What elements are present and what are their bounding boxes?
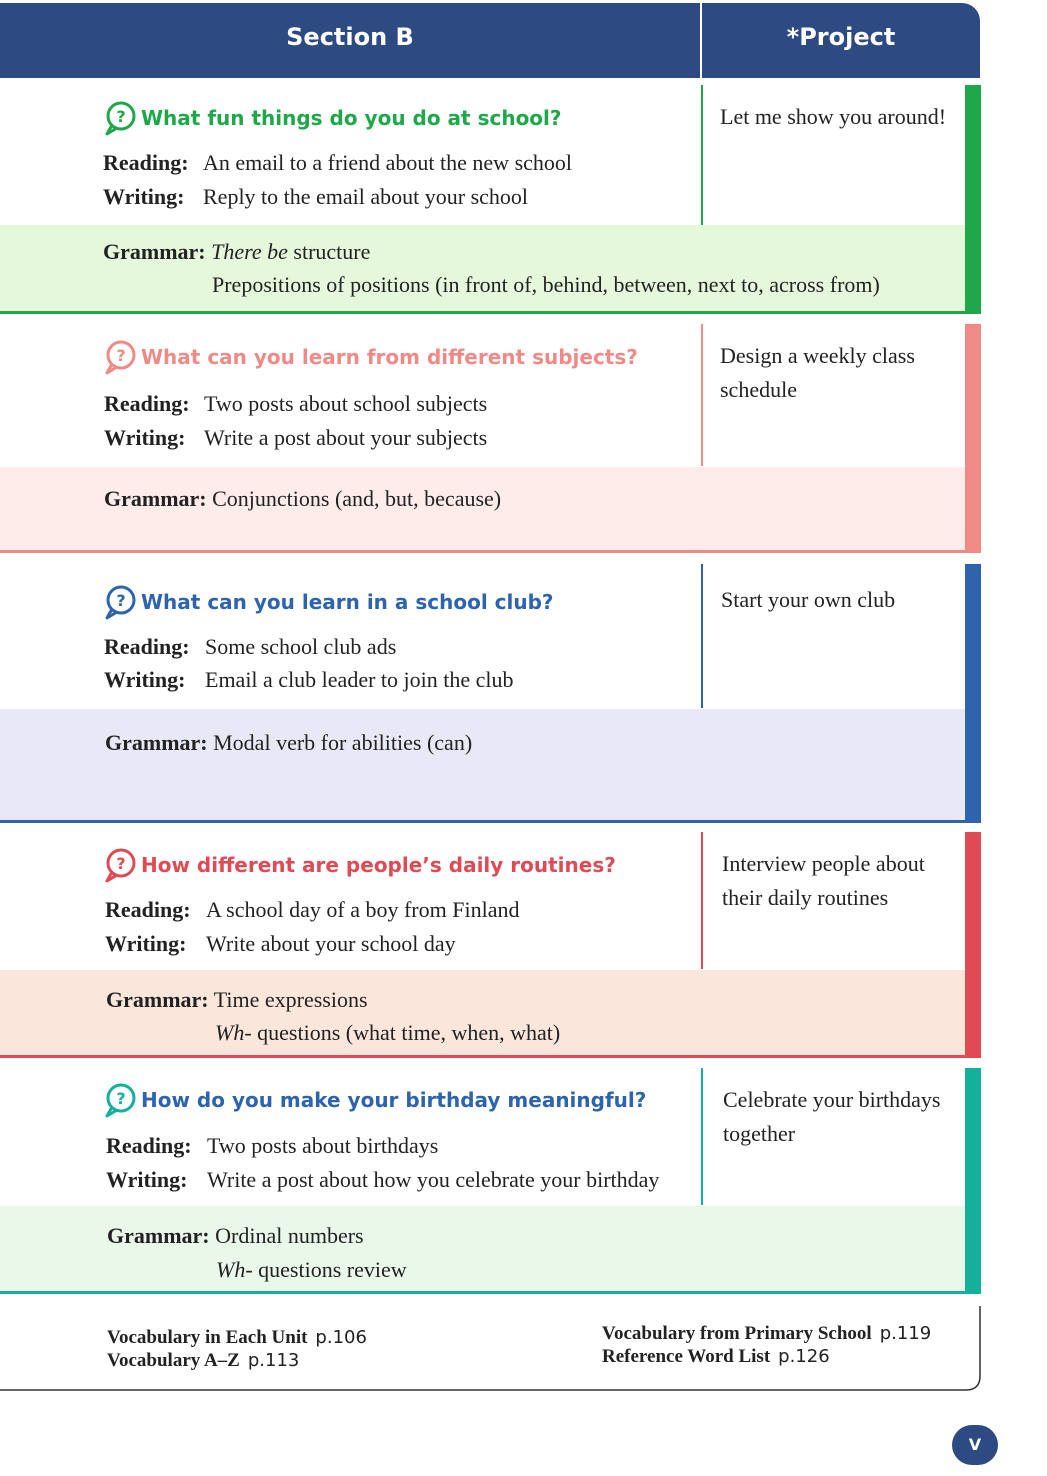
page-number-badge: V — [952, 1425, 998, 1465]
writing-label: Writing: — [106, 1167, 188, 1192]
writing-label: Writing: — [104, 425, 186, 450]
grammar-line-2 — [216, 1255, 407, 1285]
writing-line — [106, 1165, 659, 1195]
writing-text: Write a post about how you celebrate your birthday — [207, 1167, 660, 1192]
writing-text: Email a club leader to join the club — [205, 667, 514, 692]
footer-page: p.113 — [247, 1350, 300, 1371]
reading-line — [104, 632, 396, 662]
writing-text: Write about your school day — [206, 931, 456, 956]
question-bubble-icon — [103, 100, 137, 136]
writing-line — [103, 182, 528, 212]
unit-bottom-rule — [0, 311, 981, 314]
project-text: Celebrate your birthdays together — [723, 1087, 941, 1146]
project-text: Interview people about their daily routines — [722, 851, 925, 910]
grammar-line — [103, 237, 370, 267]
unit-accent-bar — [965, 832, 981, 1057]
project-text: Design a weekly class schedule — [720, 343, 915, 402]
project-divider — [701, 85, 703, 225]
svg-text:?: ? — [116, 591, 126, 610]
footer-vocab-primary[interactable] — [602, 1322, 931, 1346]
writing-text: Write a post about your subjects — [204, 425, 488, 450]
svg-text:?: ? — [116, 107, 126, 126]
writing-label: Writing: — [103, 184, 185, 209]
writing-label: Writing: — [105, 931, 187, 956]
grammar-line-2 — [215, 1018, 560, 1048]
reading-line — [104, 389, 487, 419]
grammar-line — [107, 1221, 364, 1251]
question-bubble-icon — [103, 1082, 137, 1118]
grammar-text: Time expressions — [213, 987, 368, 1012]
reading-text: Some school club ads — [205, 634, 397, 659]
writing-label: Writing: — [104, 667, 186, 692]
grammar-text: Modal verb for abilities (can) — [213, 730, 473, 755]
footer-vocab-unit[interactable] — [107, 1326, 367, 1350]
unit-question — [103, 339, 638, 375]
grammar-italic: Wh- — [215, 1020, 252, 1045]
grammar-line — [106, 985, 368, 1015]
project-text: Let me show you around! — [720, 104, 947, 129]
project-divider — [701, 324, 703, 466]
reading-text: A school day of a boy from Finland — [206, 897, 520, 922]
grammar-line — [105, 728, 472, 758]
reading-line — [106, 1131, 438, 1161]
question-bubble-icon — [103, 584, 137, 620]
grammar-italic: Wh- — [216, 1257, 253, 1282]
grammar-label: Grammar: — [104, 486, 207, 511]
footer-page: p.126 — [778, 1346, 830, 1367]
footer-reference-list[interactable] — [602, 1345, 830, 1369]
footer-label: Vocabulary from Primary School — [602, 1323, 872, 1344]
footer-label: Vocabulary A–Z — [107, 1350, 240, 1371]
grammar-text-2: questions review — [252, 1257, 407, 1282]
unit-bottom-rule — [0, 1291, 981, 1294]
project-divider — [701, 564, 703, 708]
footer-label: Vocabulary in Each Unit — [107, 1327, 308, 1348]
grammar-text: Conjunctions (and, but, because) — [212, 486, 502, 511]
grammar-italic: There be — [211, 239, 288, 264]
unit-question — [103, 847, 616, 883]
grammar-band — [0, 709, 970, 820]
question-text: How do you make your birthday meaningful? — [141, 1088, 647, 1112]
section-b-header: Section B — [286, 23, 414, 51]
writing-line — [105, 929, 456, 959]
footer-vocab-az[interactable] — [107, 1349, 299, 1373]
question-bubble-icon — [103, 339, 137, 375]
question-text: What can you learn from different subjects? — [141, 345, 638, 369]
project-divider — [701, 832, 703, 969]
unit-bottom-rule — [0, 1055, 981, 1058]
question-text: What can you learn in a school club? — [141, 590, 554, 614]
question-text: How different are people’s daily routines? — [141, 853, 616, 877]
footer-label: Reference Word List — [602, 1346, 771, 1367]
reading-line — [103, 148, 572, 178]
reading-line — [105, 895, 519, 925]
grammar-line-2: Prepositions of positions (in front of, behind, between, next to, across from) — [212, 272, 880, 297]
grammar-text: structure — [287, 239, 371, 264]
footer-page: p.119 — [879, 1323, 932, 1344]
project-divider — [701, 1068, 703, 1205]
unit-accent-bar — [965, 85, 981, 313]
reading-label: Reading: — [106, 1133, 192, 1158]
reading-label: Reading: — [104, 391, 190, 416]
reading-label: Reading: — [103, 150, 189, 175]
writing-line — [104, 665, 514, 695]
reading-text: An email to a friend about the new school — [203, 150, 573, 175]
unit-question — [103, 584, 554, 620]
unit-question — [103, 1082, 646, 1118]
svg-text:?: ? — [116, 1089, 126, 1108]
reading-label: Reading: — [104, 634, 190, 659]
writing-line — [104, 423, 487, 453]
question-text: What fun things do you do at school? — [141, 106, 562, 130]
project-text: Start your own club — [721, 587, 896, 612]
unit-accent-bar — [965, 564, 981, 822]
footer-page: p.106 — [315, 1327, 367, 1348]
unit-bottom-rule — [0, 820, 981, 823]
reading-text: Two posts about school subjects — [204, 391, 488, 416]
grammar-line — [104, 484, 501, 514]
grammar-text-2: questions (what time, when, what) — [251, 1020, 561, 1045]
unit-bottom-rule — [0, 550, 981, 553]
unit-question — [103, 100, 562, 136]
svg-text:?: ? — [116, 854, 126, 873]
svg-text:?: ? — [116, 346, 126, 365]
unit-accent-bar — [965, 324, 981, 552]
project-header: *Project — [786, 23, 896, 51]
reading-label: Reading: — [105, 897, 191, 922]
writing-text: Reply to the email about your school — [203, 184, 529, 209]
question-bubble-icon — [103, 847, 137, 883]
grammar-text: Ordinal numbers — [215, 1223, 364, 1248]
grammar-label: Grammar: — [105, 730, 208, 755]
grammar-label: Grammar: — [103, 239, 206, 264]
unit-accent-bar — [965, 1068, 981, 1292]
grammar-label: Grammar: — [106, 987, 209, 1012]
reading-text: Two posts about birthdays — [207, 1133, 439, 1158]
header-divider — [700, 3, 702, 78]
grammar-label: Grammar: — [107, 1223, 210, 1248]
